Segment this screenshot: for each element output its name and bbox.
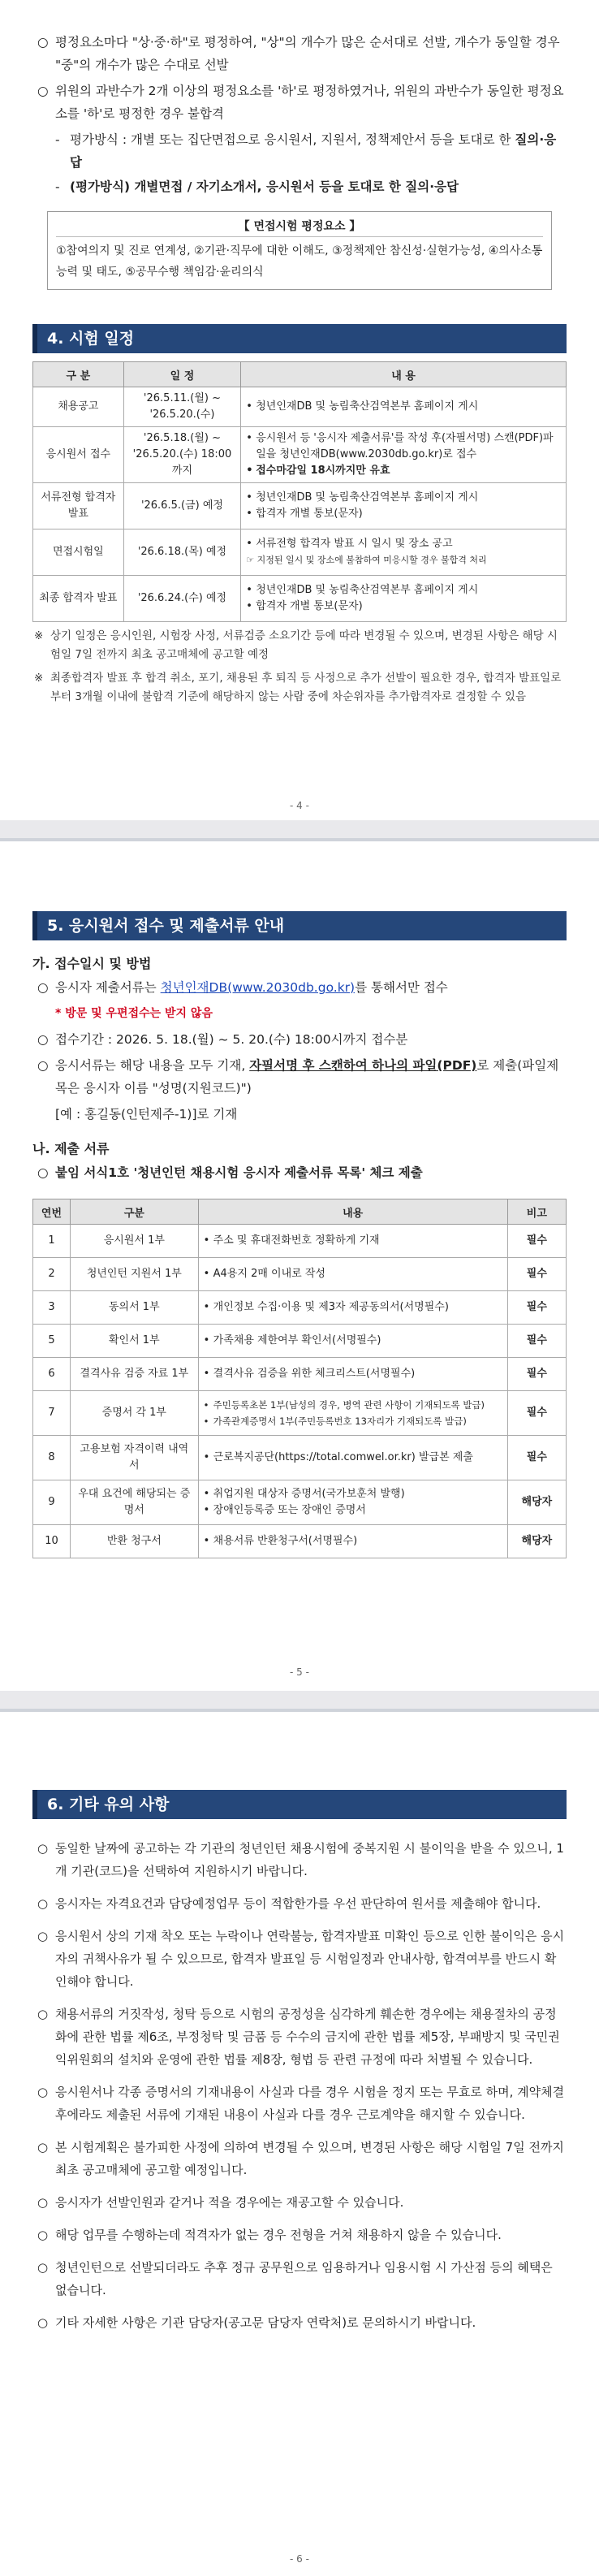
- table-row: 10 반환 청구서 • 채용서류 반환청구서(서명필수) 해당자: [33, 1525, 567, 1558]
- table-row: 9 우대 요건에 해당되는 증명서 • 취업지원 대상자 증명서(국가보훈처 발행) • 장애인등록증 또는 장애인 증명서 해당자: [33, 1480, 567, 1525]
- table-row: 8 고용보험 자격이력 내역서 • 근로복지공단(https://total.comwel.or.kr) 발급본 제출 필수: [33, 1436, 567, 1480]
- dash-item: - (평가방식) 개별면접 / 자기소개서, 응시원서 등을 토대로 한 질의·응답: [55, 179, 459, 194]
- notice-item: ○ 동일한 날짜에 공고하는 각 기관의 청년인턴 채용시험에 중복지원 시 불이익을 받을 수 있으니, 1개 기관(코드)을 선택하여 지원하시기 바랍니다.: [37, 1841, 564, 1878]
- table-row: 면접시험일 '26.6.18.(목) 예정 • 서류전형 합격자 발표 시 일시 및 장소 공고 ☞ 지정된 일시 및 장소에 불참하여 미응시할 경우 불합격 처리: [33, 529, 567, 576]
- table-row: 채용공고 '26.5.11.(월) ~ '26.5.20.(수) • 청년인재DB 및 농림축산검역본부 홈페이지 게시: [33, 387, 567, 427]
- notice-item: ○ 해당 업무를 수행하는데 적격자가 없는 경우 전형을 거쳐 채용하지 않을 수 있습니다.: [37, 2228, 502, 2242]
- 2030db-link[interactable]: 청년인재DB(www.2030db.go.kr): [160, 980, 356, 995]
- documents-table: [32, 1199, 567, 1558]
- table-row: 5 확인서 1부 • 가족채용 제한여부 확인서(서명필수) 필수: [33, 1325, 567, 1358]
- bullet-item: ○ 응시서류는 해당 내용을 모두 기재, 자필서명 후 스캔하여 하나의 파일(PDF)로 제출(파일제목은 응시자 이름 "성명(지원코드)"): [37, 1058, 559, 1096]
- notice-item: ○ 응시자는 자격요건과 담당예정업무 등이 적합한가를 우선 판단하여 원서를 제출해야 합니다.: [37, 1896, 541, 1911]
- table-header-row: 연번 구분 내용 비고: [33, 1199, 567, 1225]
- notice-item: ○ 청년인턴으로 선발되더라도 추후 정규 공무원으로 임용하거나 임용시험 시 가산점 등의 혜택은 없습니다.: [37, 2260, 553, 2297]
- bullet-item: ○ 평정요소마다 "상·중·하"로 평정하여, "상"의 개수가 많은 순서대로 선발, 개수가 동일할 경우 "중"의 개수가 많은 수대로 선발: [37, 35, 560, 72]
- subheading-b: 나. 제출 서류: [32, 1141, 110, 1156]
- notice-item: ○ 기타 자세한 사항은 기관 담당자(공고문 담당자 연락처)로 문의하시기 바랍니다.: [37, 2315, 476, 2330]
- table-row: 서류전형 합격자 발표 '26.6.5.(금) 예정 • 청년인재DB 및 농림축산검역본부 홈페이지 게시 • 합격자 개별 통보(문자): [33, 483, 567, 529]
- page-number: - 5 -: [290, 1666, 309, 1678]
- notice-item: ○ 응시원서 상의 기재 착오 또는 누락이나 연락불능, 합격자발표 미확인 등으로 인한 불이익은 응시자의 귀책사유가 될 수 있으므로, 합격자 발표일 등 시험일정과 안내사항, 합격여부를 반드시 확인해야 합니다.: [37, 1929, 565, 1989]
- evaluation-criteria-box: [47, 211, 552, 290]
- page-6: [0, 1709, 599, 2576]
- table-header-row: 구 분 일 정 내 용: [33, 362, 567, 387]
- bullet-item: ○ 붙임 서식1호 '청년인턴 채용시험 응시자 제출서류 목록' 체크 제출: [37, 1165, 423, 1180]
- notice-item: ○ 채용서류의 거짓작성, 청탁 등으로 시험의 공정성을 심각하게 훼손한 경우에는 채용절차의 공정화에 관한 법률 제6조, 부정청탁 및 금품 등 수수의 금지에 관한 법률 제5장, 부패방지 및 국민권익위원회의 설치와 운영에 관한 법률 제8장, 형법 등 관련 규정에 따라 처벌될 수 있습니다.: [37, 2007, 560, 2067]
- table-row: 7 증명서 각 1부 • 주민등록초본 1부(남성의 경우, 병역 관련 사항이 기재되도록 발급) • 가족관계증명서 1부(주민등록번호 13자리가 기재되도록 발급) 필수: [33, 1391, 567, 1436]
- page-5: [0, 838, 599, 1691]
- table-row: 6 결격사유 검증 자료 1부 • 결격사유 검증을 위한 체크리스트(서명필수) 필수: [33, 1358, 567, 1391]
- section-heading-notes: 6. 기타 유의 사항: [32, 1790, 567, 1819]
- page-number: - 6 -: [290, 2553, 309, 2565]
- notice-item: ○ 응시원서나 각종 증명서의 기재내용이 사실과 다를 경우 시험을 정지 또는 무효로 하며, 계약체결 후에라도 제출된 서류에 기재된 내용이 사실과 다를 경우 근로계약을 해지할 수 있습니다.: [37, 2085, 565, 2122]
- page-4: [0, 0, 599, 820]
- notice-item: ○ 응시자가 선발인원과 같거나 적을 경우에는 재공고할 수 있습니다.: [37, 2195, 404, 2210]
- table-row: 1 응시원서 1부 • 주소 및 휴대전화번호 정확하게 기재 필수: [33, 1225, 567, 1258]
- subheading-a: 가. 접수일시 및 방법: [32, 956, 152, 971]
- table-row: 2 청년인턴 지원서 1부 • A4용지 2매 이내로 작성 필수: [33, 1258, 567, 1291]
- red-notice: * 방문 및 우편접수는 받지 않음: [55, 1007, 213, 1020]
- page-top-rule: [0, 1709, 599, 1712]
- schedule-table: [32, 361, 567, 622]
- box-title: 【 면접시험 평정요소 】: [238, 220, 361, 233]
- table-row: 응시원서 접수 '26.5.18.(월) ~ '26.5.20.(수) 18:00까지 • 응시원서 등 '응시자 제출서류'를 작성 후(자필서명) 스캔(PDF)파일을 청년인재DB(www.2030db.go.kr)로 접수 • 접수마감일 18시까지만 유효: [33, 427, 567, 483]
- schedule-note: ※ 최종합격자 발표 후 합격 취소, 포기, 채용된 후 퇴직 등 사정으로 추가 선발이 필요한 경우, 합격자 발표일로부터 3개월 이내에 불합격 기준에 해당하지 않는 사람 중에 차순위자를 추가합격자로 결정할 수 있음: [34, 672, 562, 703]
- dash-item: - 평가방식 : 개별 또는 집단면접으로 응시원서, 지원서, 정책제안서 등을 토대로 한 질의·응답: [55, 132, 557, 170]
- table-row: 3 동의서 1부 • 개인정보 수집·이용 및 제3자 제공동의서(서명필수) 필수: [33, 1291, 567, 1325]
- bullet-item: ○ 응시자 제출서류는 청년인재DB(www.2030db.go.kr)를 통해서만 접수: [37, 980, 448, 995]
- bullet-item: ○ 접수기간 : 2026. 5. 18.(월) ~ 5. 20.(수) 18:00시까지 접수분: [37, 1032, 408, 1047]
- bullet-item: ○ 위원의 과반수가 2개 이상의 평정요소를 '하'로 평정하였거나, 위원의 과반수가 동일한 평정요소를 '하'로 평정한 경우 불합격: [37, 84, 564, 121]
- table-row: 최종 합격자 발표 '26.6.24.(수) 예정 • 청년인재DB 및 농림축산검역본부 홈페이지 게시 • 합격자 개별 통보(문자): [33, 576, 567, 622]
- schedule-note: ※ 상기 일정은 응시인원, 시험장 사정, 서류검증 소요기간 등에 따라 변경될 수 있으며, 변경된 사항은 해당 시험일 7일 전까지 최초 공고매체에 공고할 예정: [34, 629, 558, 661]
- section-heading-application: 5. 응시원서 접수 및 제출서류 안내: [32, 911, 567, 940]
- section-heading-schedule: 4. 시험 일정: [32, 324, 567, 353]
- box-body: ①참여의지 및 진로 연계성, ②기관·직무에 대한 이해도, ③정책제안 참신성·실현가능성, ④의사소통 능력 및 태도, ⑤공무수행 책임감·윤리의식: [56, 236, 543, 283]
- example-line: [예 : 홍길동(인턴제주-1)]로 기재: [55, 1107, 238, 1122]
- notice-item: ○ 본 시험계획은 불가피한 사정에 의하여 변경될 수 있으며, 변경된 사항은 해당 시험일 7일 전까지 최초 공고매체에 공고할 예정입니다.: [37, 2140, 564, 2177]
- page-top-rule: [0, 838, 599, 841]
- page-number: - 4 -: [290, 800, 309, 811]
